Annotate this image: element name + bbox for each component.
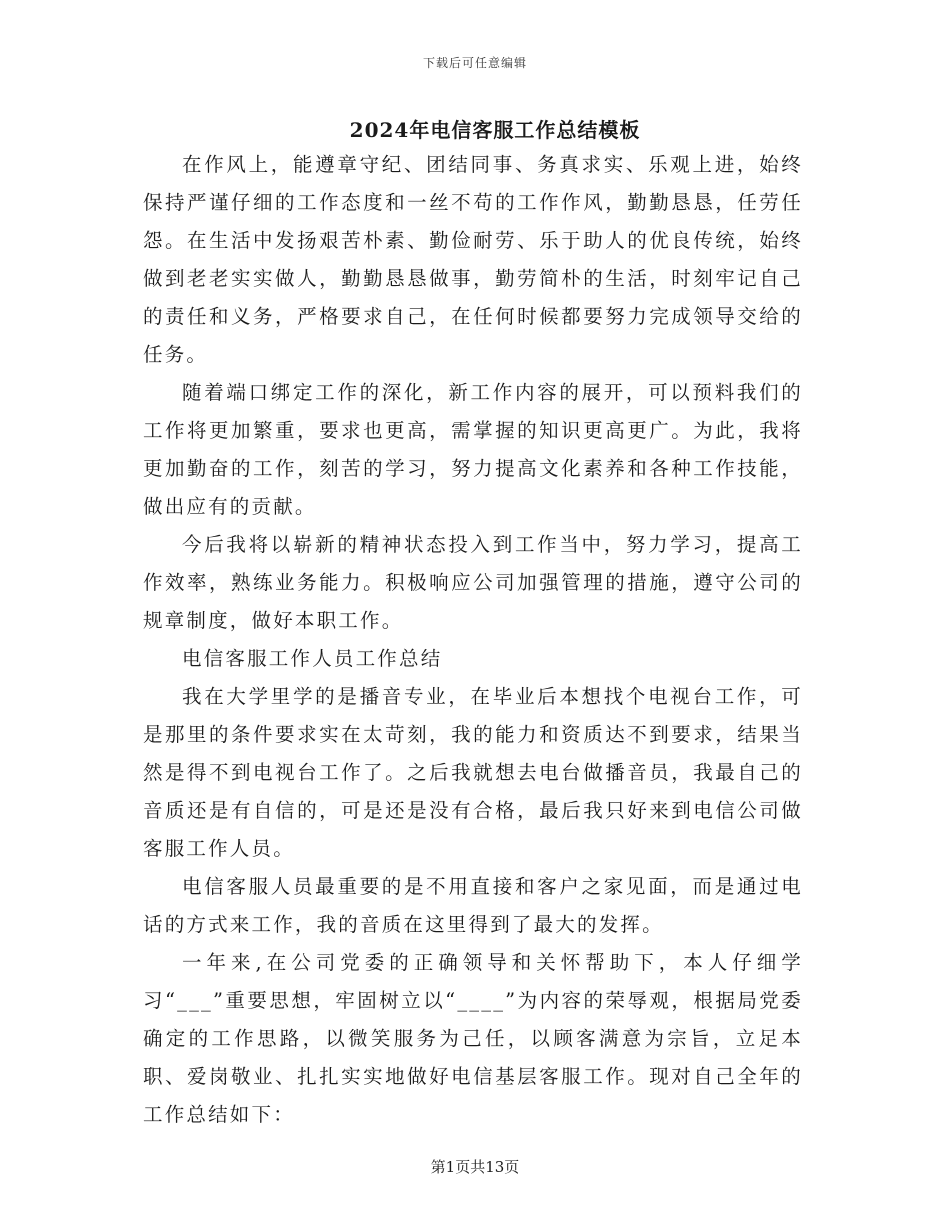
paragraph: 在作风上，能遵章守纪、团结同事、务真求实、乐观上进，始终保持严谨仔细的工作态度和一丝不苟的工作作风，勤勤恳恳，任劳任怨。在生活中发扬艰苦朴素、勤俭耐劳、乐于助人的优良传统，始终做到老老实实做人，勤勤恳恳做事，勤劳简朴的生活，时刻牢记自己的责任和义务，严格要求自己，在任何时候都要努力完成领导交给的任务。 [143, 153, 803, 366]
header-note: 下载后可任意编辑 [422, 56, 527, 70]
paragraph: 我在大学里学的是播音专业，在毕业后本想找个电视台工作，可是那里的条件要求实在太苛刻，我的能力和资质达不到要求，结果当然是得不到电视台工作了。之后我就想去电台做播音员，我最自己的音质还是有自信的，可是还是没有合格，最后我只好来到电信公司做客服工作人员。 [143, 685, 803, 860]
section-heading: 电信客服工作人员工作总结 [182, 647, 443, 670]
paragraph: 今后我将以崭新的精神状态投入到工作当中，努力学习，提高工作效率，熟练业务能力。积极响应公司加强管理的措施，遵守公司的规章制度，做好本职工作。 [143, 533, 803, 632]
document-body [143, 146, 803, 1134]
paragraph: 随着端口绑定工作的深化，新工作内容的展开，可以预料我们的工作将更加繁重，要求也更高，需掌握的知识更高更广。为此，我将更加勤奋的工作，刻苦的学习，努力提高文化素养和各种工作技能，做出应有的贡献。 [143, 381, 803, 518]
document-title: 2024年电信客服工作总结模板 [349, 118, 641, 142]
paragraph: 一年来,在公司党委的正确领导和关怀帮助下，本人仔细学习“___”重要思想，牢固树立以“____”为内容的荣辱观，根据局党委确定的工作思路，以微笑服务为己任，以顾客满意为宗旨，立足本职、爱岗敬业、扎扎实实地做好电信基层客服工作。现对自己全年的工作总结如下： [143, 951, 803, 1126]
paragraph: 电信客服人员最重要的是不用直接和客户之家见面，而是通过电话的方式来工作，我的音质在这里得到了最大的发挥。 [143, 875, 803, 936]
page-number-footer: 第1页共13页 [430, 1158, 520, 1176]
